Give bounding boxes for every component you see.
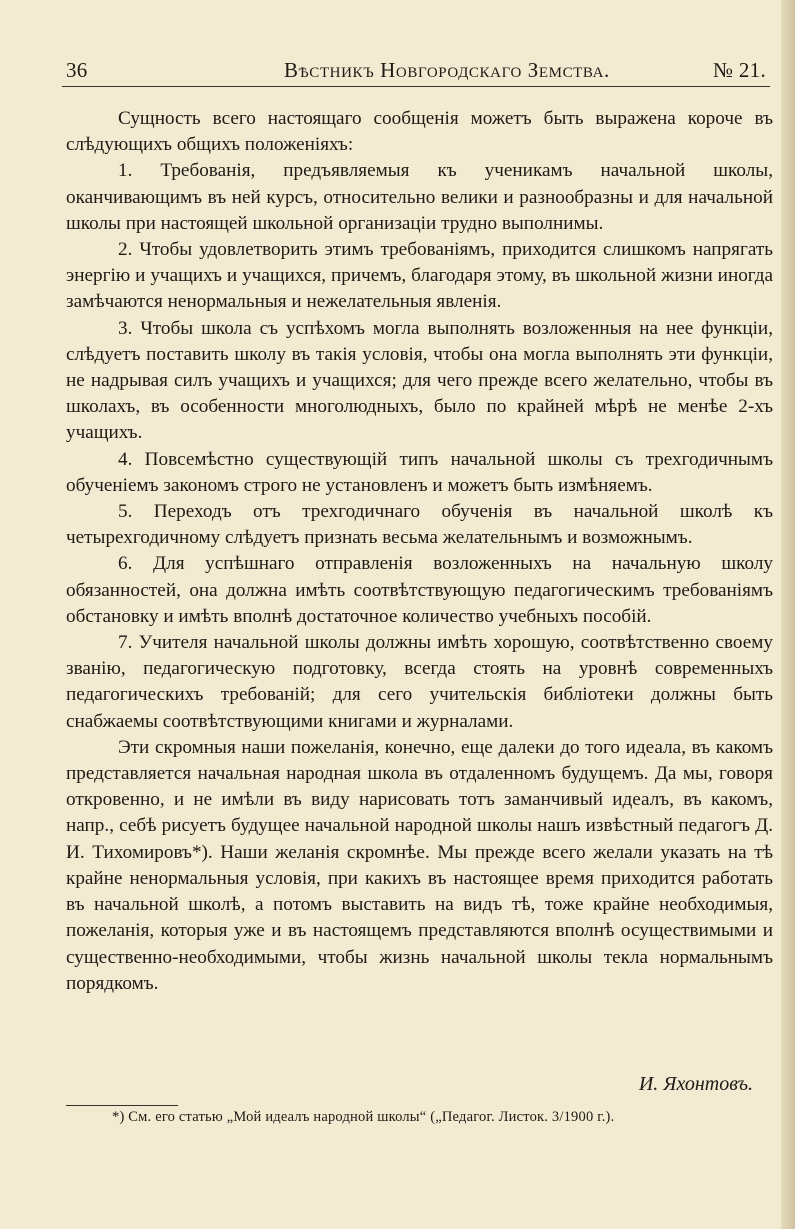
- footnote: *) См. его статью „Мой идеалъ народной школы“ („Педагог. Листок. 3/1900 г.).: [112, 1109, 615, 1125]
- footnote-rule: [66, 1105, 178, 1106]
- paragraph: Сущность всего настоящаго сообщенія можетъ быть выражена короче въ слѣдующихъ общихъ положеніяхъ:: [66, 108, 773, 156]
- paragraph: 7. Учителя начальной школы должны имѣть хорошую, соотвѣтственно своему званію, педагогическую подготовку, всегда стоять на уровнѣ современныхъ педагогическихъ требованій; для сего учительскія библіотеки должны быть снабжаемы соотвѣтствующими книгами и журналами.: [66, 632, 773, 732]
- page-edge: [781, 0, 795, 1229]
- paragraph: 6. Для успѣшнаго отправленія возложенныхъ на начальную школу обязанностей, она должна имѣть соотвѣтствующую педагогическимъ требованіямъ обстановку и имѣть вполнѣ достаточное количество учебныхъ пособій.: [66, 553, 773, 627]
- paragraph: 1. Требованія, предъявляемыя къ ученикамъ начальной школы, оканчивающимъ въ ней курсъ, относительно велики и разнообразны и для начальной школы при настоящей школьной организаціи трудно выполнимы.: [66, 160, 773, 234]
- paragraph: 5. Переходъ отъ трехгодичнаго обученія въ начальной школѣ къ четырехгодичному слѣдуетъ признать весьма желательнымъ и возможнымъ.: [66, 501, 773, 549]
- page-number: 36: [66, 58, 88, 82]
- paragraph: Эти скромныя наши пожеланія, конечно, еще далеки до того идеала, въ какомъ представляется начальная народная школа въ отдаленномъ будущемъ. Да мы, говоря откровенно, и не имѣли въ виду нарисовать тотъ заманчивый идеалъ, въ какомъ, напр., себѣ рисуетъ будущее начальной народной школы нашъ извѣстный педагогъ Д. И. Тихомировъ*). Наши желанія скромнѣе. Мы прежде всего желали указать на тѣ крайне ненормальныя условія, при какихъ въ настоящее время приходится работать въ начальной школѣ, а потомъ выставить на видъ тѣ, тоже крайне необходимыя, пожеланія, которыя уже и въ настоящемъ представляются вполнѣ осуществимыми и существенно-необходимыми, чтобы жизнь начальной школы текла нормальнымъ порядкомъ.: [66, 736, 773, 994]
- paragraph: 4. Повсемѣстно существующій типъ начальной школы съ трехгодичнымъ обученіемъ закономъ строго не установленъ и можетъ быть измѣняемъ.: [66, 448, 773, 496]
- body-text: [66, 106, 773, 997]
- author-signature: И. Яхонтовъ.: [638, 1073, 753, 1095]
- paragraph: 2. Чтобы удовлетворить этимъ требованіямъ, приходится слишкомъ напрягать энергію и учащихъ и учащихся, причемъ, благодаря этому, въ школьной жизни иногда замѣчаются ненормальныя и нежелательныя явленія.: [66, 239, 773, 313]
- paragraph: 3. Чтобы школа съ успѣхомъ могла выполнять возложенныя на нее функціи, слѣдуетъ поставить школу въ такія условія, чтобы она могла выполнять эти функціи, не надрывая силъ учащихъ и учащихся; для чего прежде всего желательно, чтобы въ школахъ, въ особенности многолюдныхъ, было по крайней мѣрѣ не менѣе 2-хъ учащихъ.: [66, 317, 773, 444]
- issue-number: № 21.: [712, 58, 766, 82]
- running-header: [66, 58, 766, 88]
- journal-title: Вѣстникъ Новгородскаго Земства.: [284, 58, 610, 82]
- header-rule: [62, 86, 770, 87]
